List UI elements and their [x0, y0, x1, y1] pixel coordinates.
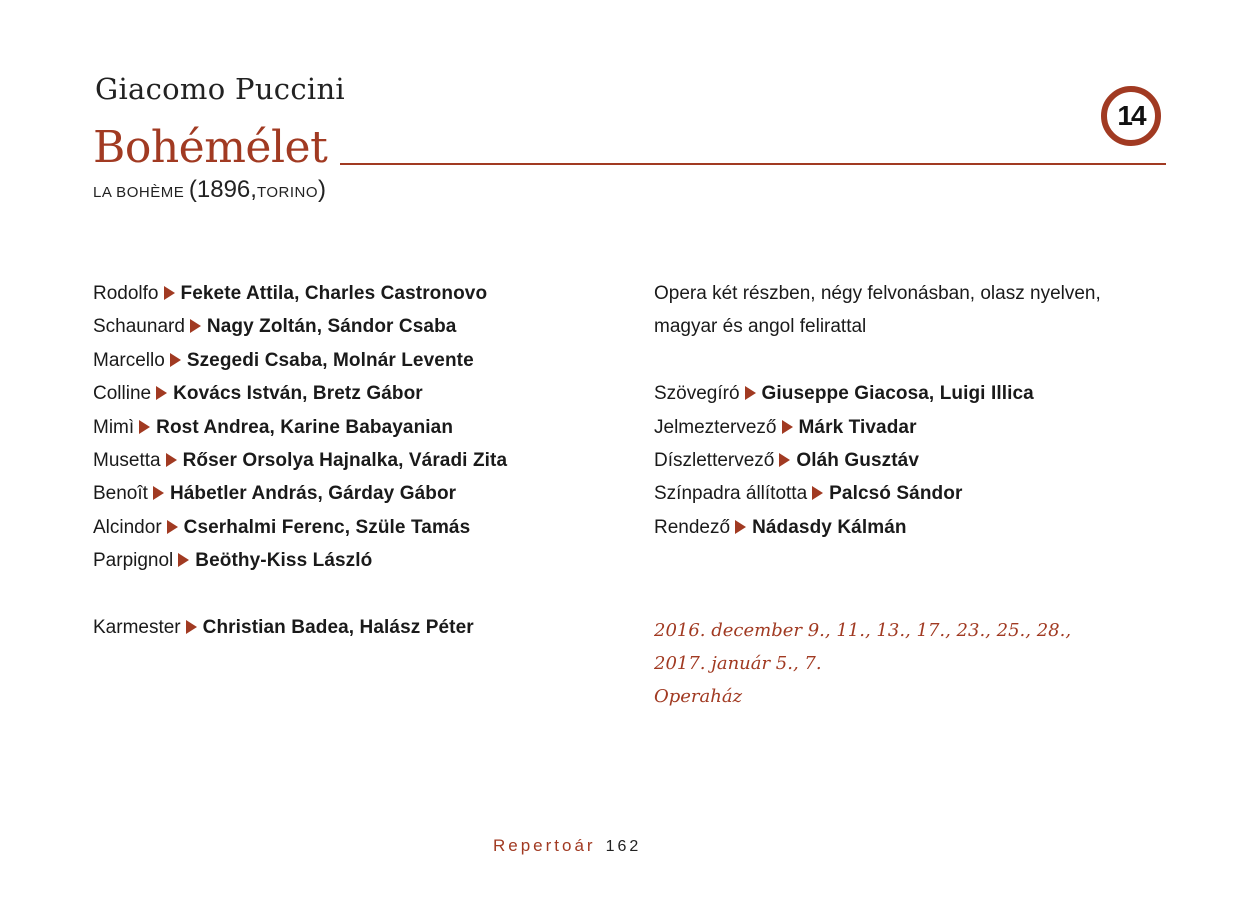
dates-line: 2016. december 9., 11., 13., 17., 23., 25., 28., [654, 620, 1072, 641]
subtitle-original: LA BOHÈME [93, 184, 185, 201]
triangle-icon [170, 353, 181, 367]
role-label: Schaunard [93, 316, 185, 338]
performer-names: Cserhalmi Ferenc, Szüle Tamás [183, 516, 471, 538]
subtitle-year: (1896, [188, 176, 257, 203]
role-label: Marcello [93, 349, 165, 371]
triangle-icon [139, 420, 150, 434]
performer-names: Hábetler András, Gárday Gábor [169, 483, 457, 505]
role-label: Rendező [654, 516, 731, 538]
credit-names: Giuseppe Giacosa, Luigi Illica [761, 383, 1034, 405]
credit-row [654, 477, 1101, 510]
role-label: Díszlettervező [654, 449, 775, 471]
subtitle-close: ) [318, 176, 326, 203]
role-label: Benoît [93, 483, 148, 505]
triangle-icon [186, 620, 197, 634]
opera-title: Bohémélet [93, 122, 328, 173]
credit-names: Oláh Gusztáv [796, 449, 919, 471]
cast-row [93, 310, 507, 343]
triangle-icon [190, 319, 201, 333]
performer-names: Christian Badea, Halász Péter [202, 616, 474, 638]
cast-row [93, 477, 507, 510]
triangle-icon [735, 520, 746, 534]
cast-row [93, 277, 507, 310]
triangle-icon [164, 286, 175, 300]
cast-row [93, 511, 507, 544]
credit-row [654, 444, 1101, 477]
role-label: Parpignol [93, 550, 174, 572]
cast-row [93, 544, 507, 577]
role-label: Musetta [93, 449, 161, 471]
dates-line: 2017. január 5., 7. [654, 653, 822, 674]
performer-names: Szegedi Csaba, Molnár Levente [186, 349, 474, 371]
role-label: Jelmeztervező [654, 416, 777, 438]
page-number: 162 [605, 838, 642, 855]
triangle-icon [779, 453, 790, 467]
footer-section: Repertoár [493, 836, 596, 855]
role-label: Szövegíró [654, 383, 740, 405]
description-line: Opera két részben, négy felvonásban, olasz nyelven, [654, 283, 1101, 304]
triangle-icon [166, 453, 177, 467]
cast-list [93, 277, 507, 644]
role-label: Rodolfo [93, 283, 159, 304]
triangle-icon [178, 553, 189, 567]
credit-row [654, 511, 1101, 544]
performer-names: Rőser Orsolya Hajnalka, Váradi Zita [182, 449, 508, 471]
performer-names: Kovács István, Bretz Gábor [173, 383, 423, 405]
role-label: Mimì [93, 416, 135, 438]
credit-names: Márk Tivadar [798, 416, 917, 438]
venue: Operaház [654, 686, 743, 707]
conductor-row [93, 611, 507, 644]
cast-row [93, 344, 507, 377]
role-label: Alcindor [93, 516, 162, 538]
subtitle-place: TORINO [256, 184, 318, 201]
production-info [654, 277, 1101, 544]
triangle-icon [812, 486, 823, 500]
triangle-icon [153, 486, 164, 500]
number-badge: 14 [1101, 86, 1161, 146]
triangle-icon [167, 520, 178, 534]
credit-names: Nádasdy Kálmán [752, 516, 907, 538]
triangle-icon [745, 386, 756, 400]
triangle-icon [782, 420, 793, 434]
spacer [654, 344, 1101, 377]
page-footer [493, 836, 641, 856]
credit-row [654, 411, 1101, 444]
performer-names: Nagy Zoltán, Sándor Csaba [206, 316, 457, 338]
role-label: Colline [93, 383, 152, 405]
description-line: magyar és angol felirattal [654, 316, 867, 338]
role-label: Karmester [93, 616, 181, 638]
cast-row [93, 377, 507, 410]
performer-names: Beöthy-Kiss László [195, 550, 373, 572]
composer-name: Giacomo Puccini [95, 72, 346, 106]
opera-subtitle [93, 176, 326, 204]
performer-names: Rost Andrea, Karine Babayanian [156, 416, 454, 438]
triangle-icon [156, 386, 167, 400]
performance-dates [654, 614, 1071, 713]
title-rule [340, 163, 1166, 165]
role-label: Színpadra állította [654, 483, 808, 505]
credit-row [654, 377, 1101, 410]
performer-names: Fekete Attila, Charles Castronovo [180, 283, 488, 304]
cast-row [93, 411, 507, 444]
credit-names: Palcsó Sándor [829, 483, 963, 505]
cast-row [93, 444, 507, 477]
